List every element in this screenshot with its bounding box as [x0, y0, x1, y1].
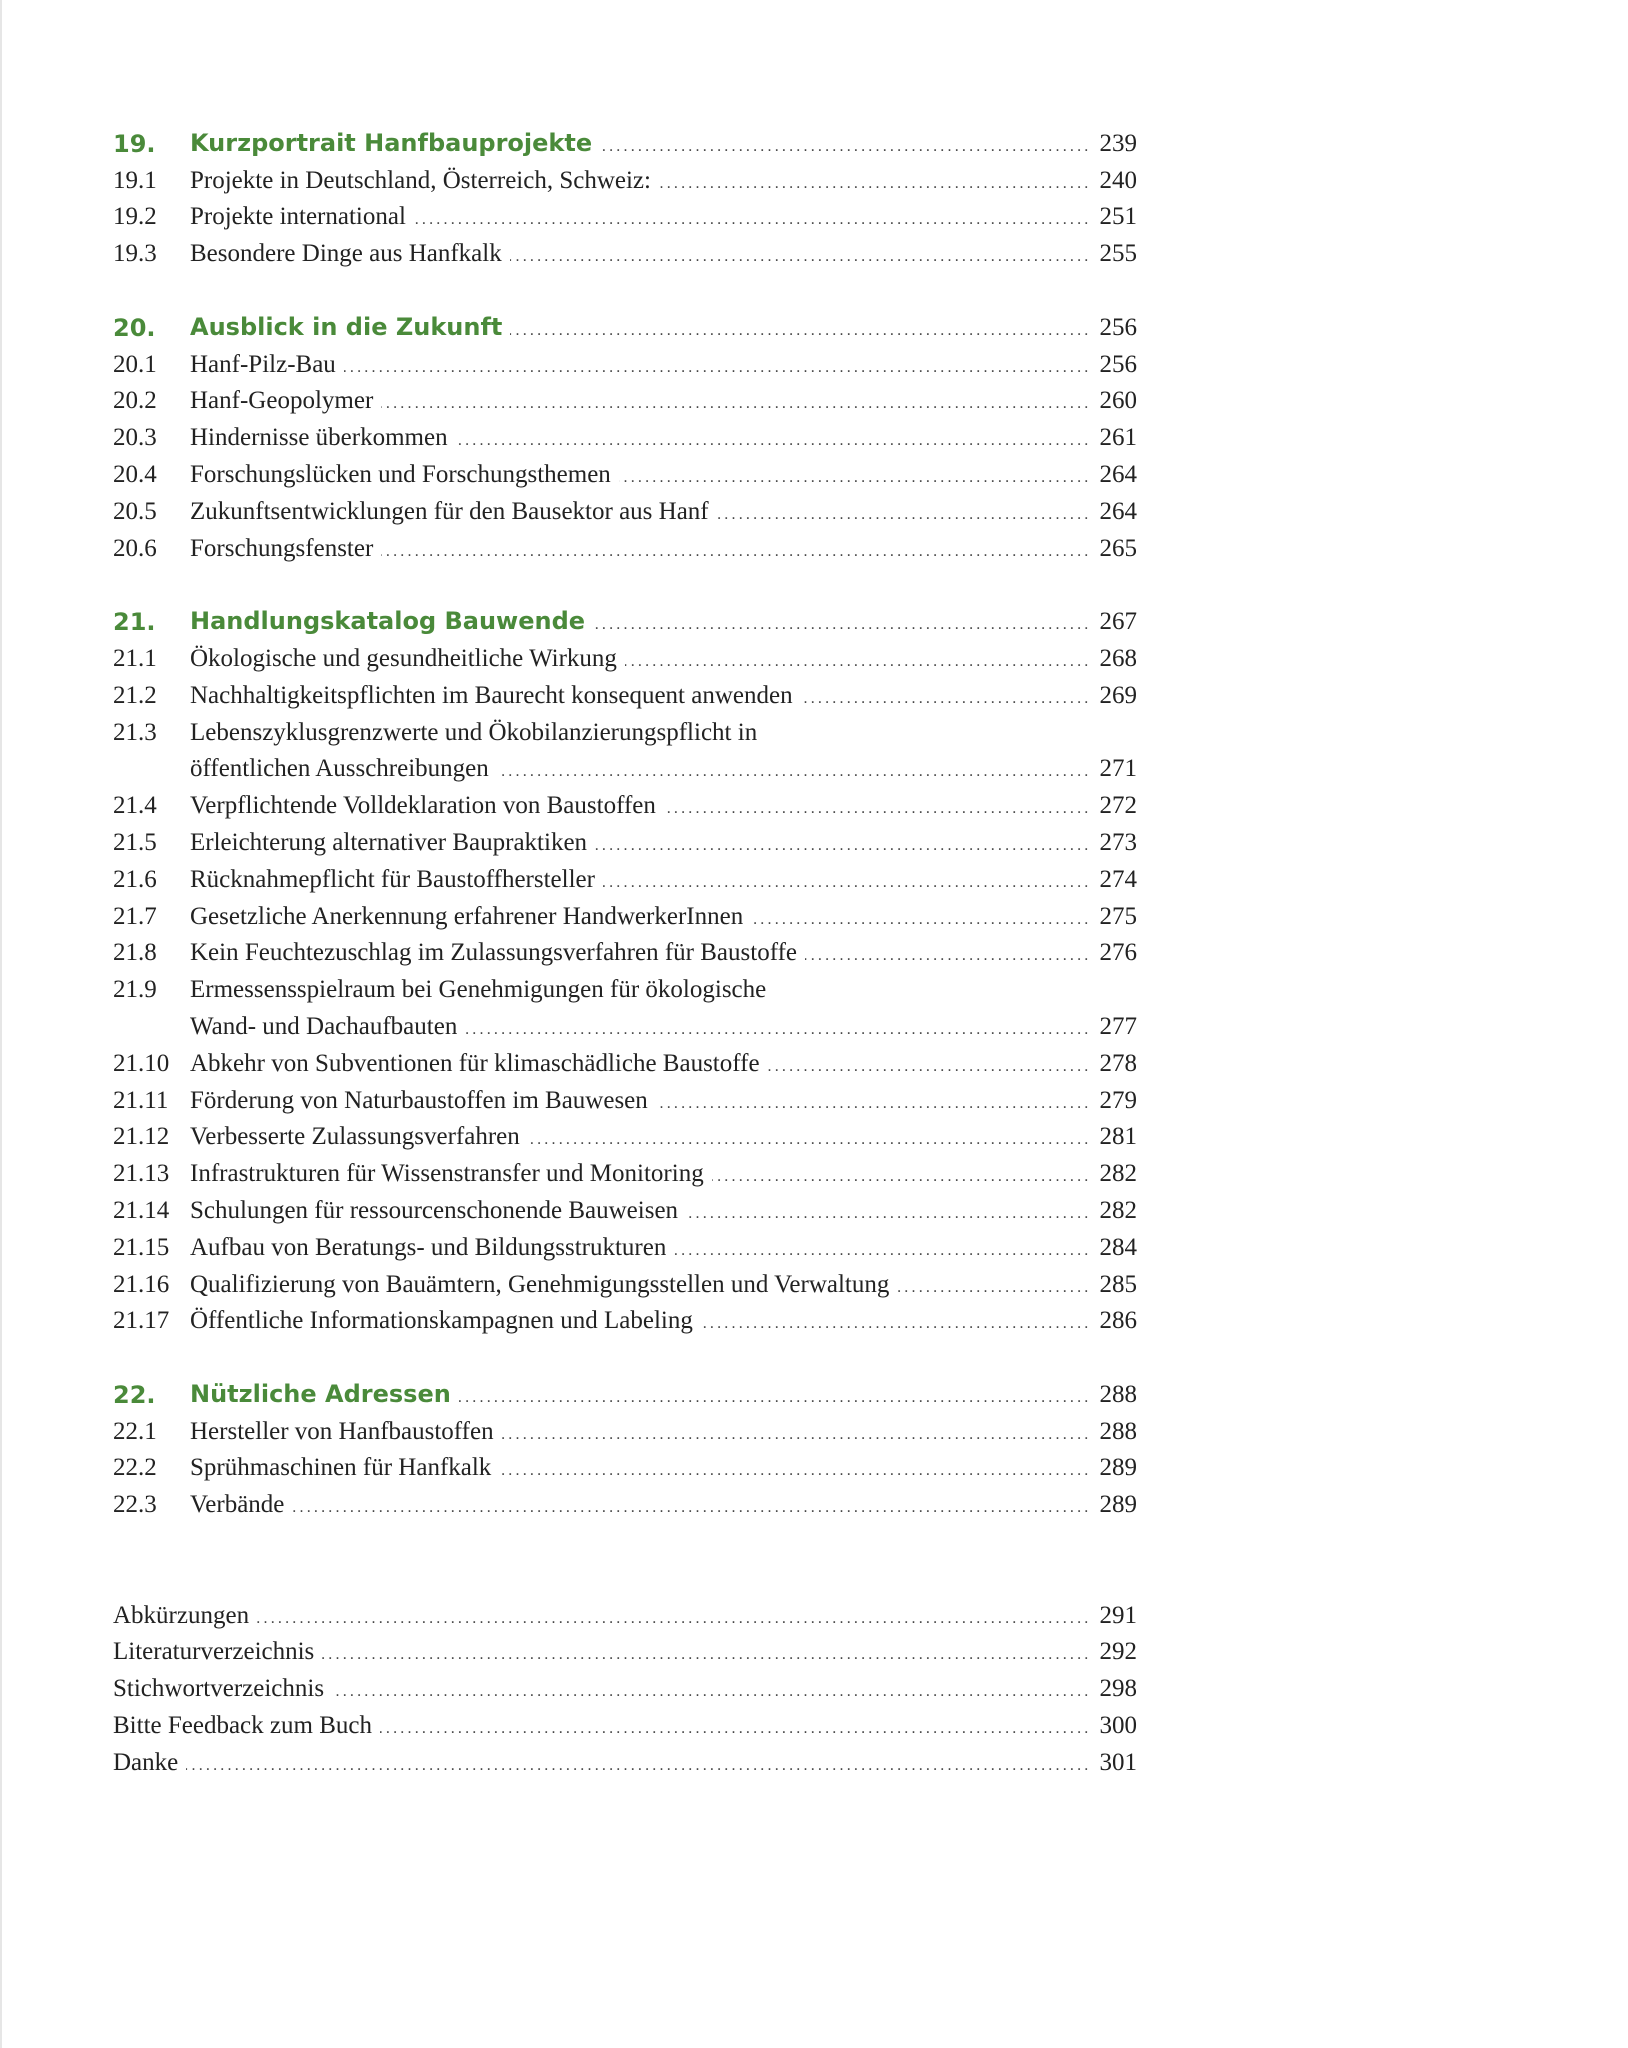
toc-chapter-20 [113, 311, 1137, 348]
dot-leader [664, 800, 1092, 818]
page-number: 240 [1099, 166, 1137, 194]
appendix-spacer [113, 1525, 1137, 1599]
section-number: 19.3 [113, 240, 157, 268]
toc-section-21-2 [113, 679, 1137, 716]
section-title: Besondere Dinge aus Hanfkalk [190, 240, 502, 268]
toc-appendix-stichwortverzeichnis [113, 1672, 1137, 1709]
section-number: 21.11 [113, 1086, 169, 1114]
page-number: 274 [1099, 865, 1137, 893]
dot-leader [625, 653, 1092, 671]
page-number: 298 [1099, 1675, 1137, 1703]
toc-section-21-8 [113, 937, 1137, 974]
section-title: Hersteller von Hanfbaustoffen [190, 1417, 494, 1445]
toc-section-19-3 [113, 237, 1137, 274]
toc-section-20-3 [113, 421, 1137, 458]
dot-leader [674, 1242, 1091, 1260]
section-title: Erleichterung alternativer Baupraktiken [190, 828, 588, 856]
section-number: 22.2 [113, 1454, 157, 1482]
section-title: Verpflichtende Volldeklaration von Baustoffen [190, 792, 656, 820]
section-title: Verbesserte Zulassungsverfahren [190, 1123, 520, 1151]
toc-section-21-15 [113, 1231, 1137, 1268]
appendix-title: Danke [113, 1748, 179, 1776]
chapter-title: Handlungskatalog Bauwende [190, 607, 586, 636]
section-title: Rücknahmepflicht für Baustoffhersteller [190, 865, 595, 893]
dot-leader [332, 1683, 1091, 1701]
table-of-contents [113, 127, 1137, 1783]
dot-leader [595, 837, 1091, 855]
page-number: 288 [1099, 1417, 1137, 1445]
appendix-title: Stichwortverzeichnis [113, 1675, 325, 1703]
section-title: Aufbau von Beratungs- und Bildungsstrukturen [190, 1233, 667, 1261]
page-number: 285 [1099, 1270, 1137, 1298]
section-number: 20.6 [113, 534, 157, 562]
section-number: 21.5 [113, 828, 157, 856]
section-title: Nachhaltigkeitspflichten im Baurecht konsequent anwenden [190, 681, 793, 709]
section-number: 21.7 [113, 902, 157, 930]
section-number: 19.2 [113, 203, 157, 231]
toc-section-21-11 [113, 1084, 1137, 1121]
appendix-title: Bitte Feedback zum Buch [113, 1712, 372, 1740]
section-title: Ökologische und gesundheitliche Wirkung [190, 644, 617, 672]
toc-section-21-16 [113, 1268, 1137, 1305]
toc-section-20-6 [113, 532, 1137, 569]
dot-leader [686, 1205, 1091, 1223]
section-title: Schulungen für ressourcenschonende Bauweisen [190, 1196, 679, 1224]
section-title: Gesetzliche Anerkennung erfahrener HandwerkerInnen [190, 902, 744, 930]
dot-leader [659, 175, 1092, 193]
section-number: 20.2 [113, 387, 157, 415]
section-title: Sprühmaschinen für Hanfkalk [190, 1454, 492, 1482]
page-number: 279 [1099, 1086, 1137, 1114]
toc-section-21-10 [113, 1047, 1137, 1084]
section-title-line1: Lebenszyklusgrenzwerte und Ökobilanzierungspflicht in [190, 718, 758, 746]
dot-leader [603, 874, 1092, 892]
page-number: 300 [1099, 1712, 1137, 1740]
toc-section-20-5 [113, 495, 1137, 532]
section-title: Kein Feuchtezuschlag im Zulassungsverfahren für Baustoffe [190, 939, 797, 967]
dot-leader [510, 248, 1092, 266]
page-number: 286 [1099, 1307, 1137, 1335]
page-number: 264 [1099, 497, 1137, 525]
dot-leader [751, 911, 1091, 929]
page-number: 264 [1099, 460, 1137, 488]
section-number: 21.13 [113, 1160, 170, 1188]
dot-leader [380, 1720, 1092, 1738]
page-number: 288 [1099, 1380, 1137, 1408]
dot-leader [801, 690, 1092, 708]
dot-leader [322, 1646, 1091, 1664]
appendix-title: Literaturverzeichnis [113, 1638, 315, 1666]
section-title: Hanf-Geopolymer [190, 387, 374, 415]
page-number: 291 [1099, 1601, 1137, 1629]
dot-leader [414, 211, 1092, 229]
page-number: 301 [1099, 1748, 1137, 1776]
page-number: 276 [1099, 939, 1137, 967]
dot-leader [656, 1095, 1092, 1113]
section-number: 21.15 [113, 1233, 170, 1261]
section-number: 21.16 [113, 1270, 170, 1298]
dot-leader [499, 1462, 1091, 1480]
dot-leader [292, 1499, 1091, 1517]
dot-leader [768, 1058, 1092, 1076]
section-title: Öffentliche Informationskampagnen und Labeling [190, 1307, 693, 1335]
section-title: öffentlichen Ausschreibungen [190, 755, 489, 783]
section-number: 21.14 [113, 1196, 170, 1224]
dot-leader [528, 1131, 1092, 1149]
toc-section-21-14 [113, 1194, 1137, 1231]
dot-leader [897, 1279, 1091, 1297]
toc-section-20-4 [113, 458, 1137, 495]
section-number: 21.3 [113, 718, 157, 746]
section-number: 19.1 [113, 166, 157, 194]
chapter-number: 21. [113, 608, 156, 637]
toc-section-21-4 [113, 789, 1137, 826]
chapter-title: Nützliche Adressen [190, 1379, 451, 1408]
toc-chapter-22 [113, 1378, 1137, 1415]
page-number: 289 [1099, 1491, 1137, 1519]
section-title: Zukunftsentwicklungen für den Bausektor aus Hanf [190, 497, 709, 525]
page-number: 268 [1099, 644, 1137, 672]
dot-leader [701, 1315, 1092, 1333]
section-title-line1: Ermessensspielraum bei Genehmigungen für ökologische [190, 976, 767, 1004]
dot-leader [717, 506, 1092, 524]
page-number: 269 [1099, 681, 1137, 709]
dot-leader [805, 947, 1092, 965]
page-number: 272 [1099, 792, 1137, 820]
dot-leader [465, 1021, 1091, 1039]
section-number: 22.1 [113, 1417, 157, 1445]
section-number: 20.1 [113, 350, 157, 378]
toc-chapter-19 [113, 127, 1137, 164]
page-number: 282 [1099, 1160, 1137, 1188]
chapter-title: Kurzportrait Hanfbauprojekte [190, 128, 593, 157]
section-number: 22.3 [113, 1491, 157, 1519]
toc-section-22-2 [113, 1452, 1137, 1489]
page-number: 261 [1099, 424, 1137, 452]
dot-leader [502, 1426, 1092, 1444]
toc-section-21-1 [113, 642, 1137, 679]
dot-leader [381, 395, 1091, 413]
dot-leader [381, 543, 1091, 561]
page-number: 282 [1099, 1196, 1137, 1224]
chapter-number: 20. [113, 313, 156, 342]
section-title: Hanf-Pilz-Bau [190, 350, 336, 378]
section-title: Forschungslücken und Forschungsthemen [190, 460, 611, 488]
toc-section-21-3 [113, 716, 1137, 753]
section-title: Hindernisse überkommen [190, 424, 448, 452]
dot-leader [619, 469, 1092, 487]
section-number: 21.17 [113, 1307, 170, 1335]
toc-section-21-5 [113, 826, 1137, 863]
page-number: 292 [1099, 1638, 1137, 1666]
dot-leader [257, 1610, 1091, 1628]
toc-section-21-9-continued [113, 1010, 1137, 1047]
section-title: Qualifizierung von Bauämtern, Genehmigungsstellen und Verwaltung [190, 1270, 890, 1298]
toc-appendix-feedback [113, 1709, 1137, 1746]
toc-chapter-21 [113, 605, 1137, 642]
section-number: 21.8 [113, 939, 157, 967]
toc-appendix-literaturverzeichnis [113, 1636, 1137, 1673]
page-number: 260 [1099, 387, 1137, 415]
section-title: Wand- und Dachaufbauten [190, 1012, 458, 1040]
toc-section-21-7 [113, 900, 1137, 937]
page-number: 265 [1099, 534, 1137, 562]
toc-section-19-2 [113, 201, 1137, 238]
page-number: 278 [1099, 1049, 1137, 1077]
dot-leader [600, 138, 1091, 156]
dot-leader [510, 322, 1091, 340]
dot-leader [186, 1757, 1091, 1775]
page-number: 281 [1099, 1123, 1137, 1151]
section-number: 21.6 [113, 865, 157, 893]
toc-appendix-danke [113, 1746, 1137, 1783]
page-number: 251 [1099, 203, 1137, 231]
page-number: 284 [1099, 1233, 1137, 1261]
section-title: Abkehr von Subventionen für klimaschädliche Baustoffe [190, 1049, 760, 1077]
section-number: 21.12 [113, 1123, 170, 1151]
toc-section-21-3-continued [113, 753, 1137, 790]
dot-leader [593, 616, 1091, 634]
chapter-number: 19. [113, 129, 156, 158]
page-number: 271 [1099, 755, 1137, 783]
appendix-title: Abkürzungen [113, 1601, 250, 1629]
page-number: 289 [1099, 1454, 1137, 1482]
section-number: 21.2 [113, 681, 157, 709]
page-number: 277 [1099, 1012, 1137, 1040]
toc-section-21-9 [113, 973, 1137, 1010]
dot-leader [497, 763, 1092, 781]
page-number: 256 [1099, 350, 1137, 378]
toc-section-22-1 [113, 1415, 1137, 1452]
section-title: Projekte international [190, 203, 406, 231]
page-number: 267 [1099, 608, 1137, 636]
toc-appendix-abkuerzungen [113, 1599, 1137, 1636]
page-number: 255 [1099, 240, 1137, 268]
toc-section-21-6 [113, 863, 1137, 900]
section-title: Förderung von Naturbaustoffen im Bauwesen [190, 1086, 648, 1114]
toc-section-21-17 [113, 1305, 1137, 1342]
section-title: Projekte in Deutschland, Österreich, Schweiz: [190, 166, 651, 194]
section-number: 21.4 [113, 792, 157, 820]
section-number: 20.5 [113, 497, 157, 525]
page-number: 273 [1099, 828, 1137, 856]
section-number: 21.1 [113, 644, 157, 672]
chapter-title: Ausblick in die Zukunft [190, 312, 503, 341]
chapter-spacer [113, 569, 1137, 606]
toc-section-19-1 [113, 164, 1137, 201]
chapter-spacer [113, 1341, 1137, 1378]
toc-section-20-1 [113, 348, 1137, 385]
chapter-number: 22. [113, 1380, 156, 1409]
dot-leader [459, 1389, 1092, 1407]
toc-section-21-13 [113, 1157, 1137, 1194]
chapter-spacer [113, 274, 1137, 311]
section-number: 21.10 [113, 1049, 170, 1077]
toc-section-20-2 [113, 385, 1137, 422]
page-number: 256 [1099, 313, 1137, 341]
toc-section-22-3 [113, 1488, 1137, 1525]
section-title: Infrastrukturen für Wissenstransfer und Monitoring [190, 1160, 704, 1188]
page-number: 239 [1099, 129, 1137, 157]
dot-leader [712, 1168, 1092, 1186]
dot-leader [456, 432, 1092, 450]
section-number: 20.4 [113, 460, 157, 488]
section-number: 21.9 [113, 976, 157, 1004]
page-number: 275 [1099, 902, 1137, 930]
section-number: 20.3 [113, 424, 157, 452]
dot-leader [344, 359, 1092, 377]
toc-section-21-12 [113, 1121, 1137, 1158]
section-title: Verbände [190, 1491, 285, 1519]
section-title: Forschungsfenster [190, 534, 374, 562]
